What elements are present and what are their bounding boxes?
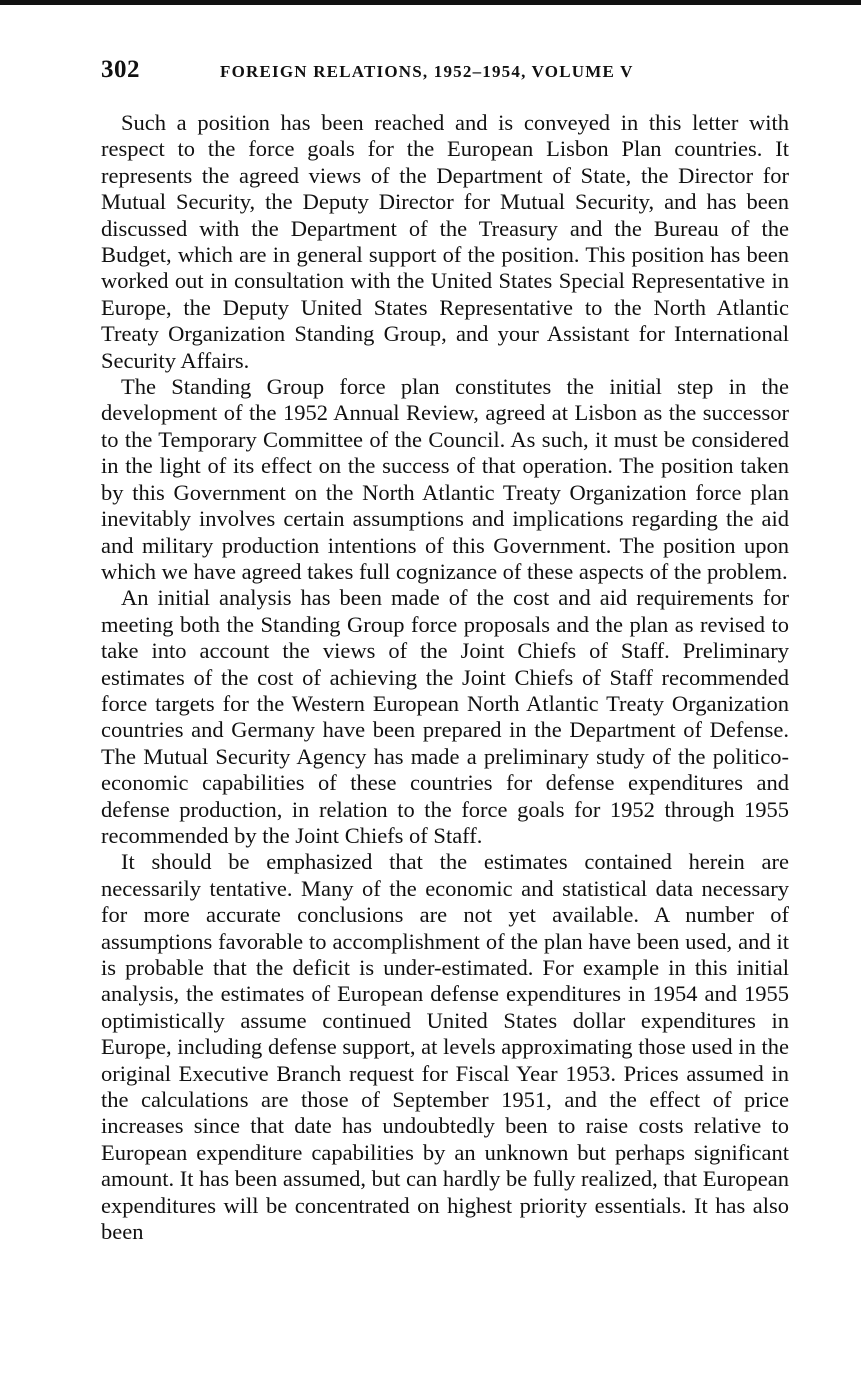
top-border — [0, 0, 861, 5]
paragraph: An initial analysis has been made of the cost and aid requirements for meeting both the Standing Group force proposals and the plan as revised to take into account the views of the Joint Chiefs of Staff. Preliminary estimates of the cost of achieving the Joint Chiefs of Staff recommended force targets for the Western European North Atlantic Treaty Organization countries and Germany have been prepared in the Department of Defense. The Mutual Security Agency has made a preliminary study of the politico-economic capabilities of these countries for defense expenditures and defense production, in relation to the force goals for 1952 through 1955 recommended by the Joint Chiefs of Staff. — [101, 585, 789, 848]
page-number: 302 — [101, 56, 140, 83]
running-head: FOREIGN RELATIONS, 1952–1954, VOLUME V — [220, 62, 634, 81]
paragraph: It should be emphasized that the estimates contained herein are necessarily tentative. Many of the economic and statistical data necessary for more accurate conclusions are not yet available. A number of assumptions favorable to accomplishment of the plan have been used, and it is probable that the deficit is under-estimated. For example in this initial analysis, the estimates of European defense expenditures in 1954 and 1955 optimistically assume continued United States dollar expenditures in Europe, including defense support, at levels approximating those used in the original Executive Branch request for Fiscal Year 1953. Prices assumed in the calculations are those of September 1951, and the effect of price increases since that date has undoubtedly been to raise costs relative to European expenditure capabilities by an unknown but perhaps significant amount. It has been assumed, but can hardly be fully realized, that European expenditures will be concentrated on highest priority essentials. It has also been — [101, 849, 789, 1245]
page-header — [101, 56, 791, 92]
paragraph: Such a position has been reached and is conveyed in this letter with respect to the force goals for the European Lisbon Plan countries. It represents the agreed views of the Department of State, the Director for Mutual Security, the Deputy Director for Mutual Security, and has been discussed with the Department of the Treasury and the Bureau of the Budget, which are in general support of the position. This position has been worked out in consultation with the United States Special Representative in Europe, the Deputy United States Representative to the North Atlantic Treaty Organization Standing Group, and your Assistant for International Security Affairs. — [101, 110, 789, 373]
body-text — [101, 110, 789, 1245]
paragraph: The Standing Group force plan constitutes the initial step in the development of the 1952 Annual Review, agreed at Lisbon as the successor to the Temporary Committee of the Council. As such, it must be considered in the light of its effect on the success of that operation. The position taken by this Government on the North Atlantic Treaty Organization force plan inevitably involves certain assumptions and implications regarding the aid and military production intentions of this Government. The position upon which we have agreed takes full cognizance of these aspects of the problem. — [101, 374, 789, 584]
